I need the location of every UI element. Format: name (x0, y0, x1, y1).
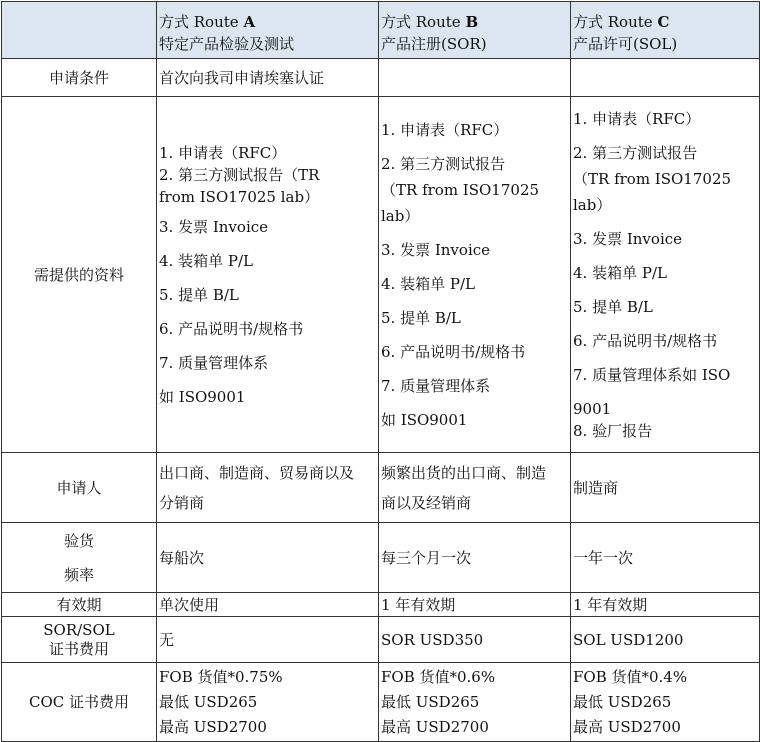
route-c-header (571, 2, 760, 59)
doc-c-5: 3. 发票 Invoice (573, 229, 683, 248)
coc-b-line-1: FOB 货值*0.6% (381, 667, 496, 686)
doc-b-1: 1. 申请表（RFC） (381, 120, 509, 139)
doc-c-11: 8. 验厂报告 (573, 421, 653, 440)
validity-label: 有效期 (2, 593, 157, 617)
doc-b-10: 如 ISO9001 (381, 410, 468, 429)
doc-a-3: from ISO17025 lab） (159, 187, 320, 206)
coc-a-line-1: FOB 货值*0.75% (159, 667, 283, 686)
cert-fee-label-line-1: SOR/SOL (43, 620, 115, 639)
doc-b-6: 4. 装箱单 P/L (381, 274, 475, 293)
doc-b-4: lab） (381, 206, 420, 225)
validity-route-a: 单次使用 (157, 593, 379, 617)
applicant-c-line-1: 制造商 (573, 478, 619, 497)
coc-b-line-2: 最低 USD265 (381, 692, 480, 711)
route-b-subtitle: 产品注册(SOR) (381, 35, 487, 53)
doc-c-4: lab） (573, 195, 612, 214)
condition-label: 申请条件 (2, 59, 157, 97)
coc-fee-route-c (571, 663, 760, 742)
cert-fee-label-line-2: 证书费用 (48, 639, 109, 658)
inspection-row (2, 523, 760, 593)
applicant-row (2, 453, 760, 523)
doc-b-7: 5. 提单 B/L (381, 308, 461, 327)
doc-c-7: 5. 提单 B/L (573, 297, 653, 316)
doc-c-3: （TR from ISO17025 (573, 169, 732, 188)
documents-route-b (379, 97, 571, 453)
coc-fee-route-b (379, 663, 571, 742)
doc-a-9: 如 ISO9001 (159, 387, 246, 406)
cert-fee-route-b: SOR USD350 (379, 617, 571, 663)
doc-b-9: 7. 质量管理体系 (381, 376, 491, 395)
coc-a-line-2: 最低 USD265 (159, 692, 258, 711)
doc-c-1: 1. 申请表（RFC） (573, 109, 701, 128)
applicant-route-c (571, 453, 760, 523)
doc-c-6: 4. 装箱单 P/L (573, 263, 667, 282)
doc-a-1: 1. 申请表（RFC） (159, 143, 287, 162)
coc-c-line-3: 最高 USD2700 (573, 717, 681, 736)
validity-route-c: 1 年有效期 (571, 593, 760, 617)
route-a-prefix: 方式 Route (159, 13, 244, 31)
inspection-route-c: 一年一次 (571, 523, 760, 593)
applicant-route-b (379, 453, 571, 523)
applicant-b-line-1: 频繁出货的出口商、制造 (381, 463, 547, 482)
applicant-a-line-1: 出口商、制造商、贸易商以及 (159, 463, 355, 482)
route-c-letter: C (657, 13, 670, 31)
cert-fee-route-c: SOL USD1200 (571, 617, 760, 663)
doc-a-4: 3. 发票 Invoice (159, 217, 269, 236)
doc-c-8: 6. 产品说明书/规格书 (573, 331, 718, 350)
inspection-route-a: 每船次 (157, 523, 379, 593)
doc-c-10: 9001 (573, 399, 612, 418)
doc-a-8: 7. 质量管理体系 (159, 353, 269, 372)
condition-route-c (571, 59, 760, 97)
doc-a-5: 4. 装箱单 P/L (159, 251, 253, 270)
doc-c-9: 7. 质量管理体系如 ISO (573, 365, 731, 384)
coc-fee-route-a (157, 663, 379, 742)
documents-label: 需提供的资料 (2, 97, 157, 453)
certification-routes-table (1, 1, 760, 742)
cert-fee-row (2, 617, 760, 663)
inspection-label (2, 523, 157, 593)
doc-a-2: 2. 第三方测试报告（TR (159, 165, 320, 184)
condition-row (2, 59, 760, 97)
applicant-route-a (157, 453, 379, 523)
header-row (2, 2, 760, 59)
route-b-prefix: 方式 Route (381, 13, 466, 31)
header-empty-cell (2, 2, 157, 59)
cert-fee-route-a: 无 (157, 617, 379, 663)
inspection-label-line-1: 验货 (63, 531, 94, 550)
documents-route-a (157, 97, 379, 453)
route-a-subtitle: 特定产品检验及测试 (159, 35, 295, 53)
documents-row (2, 97, 760, 453)
coc-fee-row (2, 663, 760, 742)
coc-c-line-2: 最低 USD265 (573, 692, 672, 711)
applicant-label: 申请人 (2, 453, 157, 523)
inspection-route-b: 每三个月一次 (379, 523, 571, 593)
cert-fee-label (2, 617, 157, 663)
validity-row (2, 593, 760, 617)
route-a-header (157, 2, 379, 59)
validity-route-b: 1 年有效期 (379, 593, 571, 617)
coc-a-line-3: 最高 USD2700 (159, 717, 267, 736)
doc-b-8: 6. 产品说明书/规格书 (381, 342, 526, 361)
doc-b-3: （TR from ISO17025 (381, 180, 540, 199)
applicant-a-line-2: 分销商 (159, 493, 205, 512)
coc-c-line-1: FOB 货值*0.4% (573, 667, 688, 686)
doc-b-5: 3. 发票 Invoice (381, 240, 491, 259)
route-c-subtitle: 产品许可(SOL) (573, 35, 678, 53)
coc-fee-label: COC 证书费用 (2, 663, 157, 742)
doc-a-6: 5. 提单 B/L (159, 285, 239, 304)
route-c-prefix: 方式 Route (573, 13, 658, 31)
documents-route-c (571, 97, 760, 453)
doc-c-2: 2. 第三方测试报告 (573, 143, 698, 162)
coc-b-line-3: 最高 USD2700 (381, 717, 489, 736)
condition-route-b (379, 59, 571, 97)
applicant-b-line-2: 商以及经销商 (381, 493, 472, 512)
route-b-header (379, 2, 571, 59)
doc-a-7: 6. 产品说明书/规格书 (159, 319, 304, 338)
condition-route-a: 首次向我司申请埃塞认证 (157, 59, 379, 97)
route-a-letter: A (243, 13, 256, 31)
route-b-letter: B (465, 13, 479, 31)
doc-b-2: 2. 第三方测试报告 (381, 154, 506, 173)
inspection-label-line-2: 频率 (63, 565, 94, 584)
